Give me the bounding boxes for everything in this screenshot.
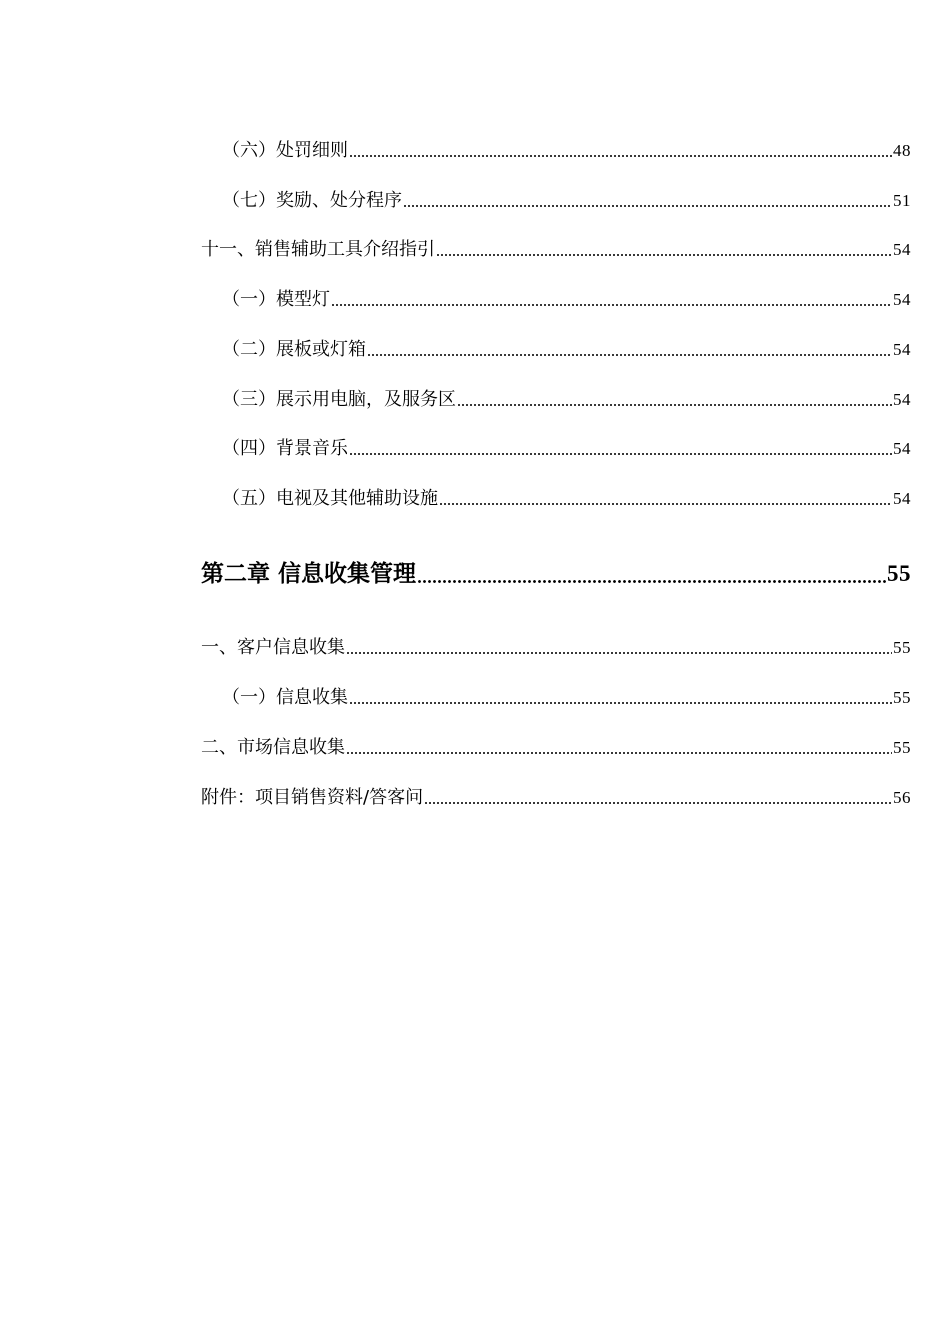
dot-leader	[457, 403, 892, 407]
toc-entry-label: （六）处罚细则	[222, 140, 348, 161]
dot-leader	[346, 751, 892, 755]
toc-entry-page: 55	[893, 688, 911, 707]
toc-entry-label: 附件：项目销售资料/答客问	[201, 787, 424, 808]
dot-leader	[424, 801, 892, 805]
dot-leader	[403, 204, 892, 208]
toc-chapter-info-collection[interactable]	[201, 559, 911, 589]
toc-entry-page: 54	[893, 439, 911, 458]
toc-entry-label: （七）奖励、处分程序	[222, 190, 402, 211]
toc-entry-page: 54	[893, 240, 911, 259]
toc-chapter-label: 第二章 信息收集管理	[201, 561, 417, 587]
toc-entry-tv-facilities[interactable]	[222, 487, 911, 511]
dot-leader	[349, 452, 892, 456]
toc-entry-page: 54	[893, 390, 911, 409]
toc-entry-background-music[interactable]	[222, 437, 911, 461]
toc-entry-page: 54	[893, 489, 911, 508]
dot-leader	[439, 502, 892, 506]
dot-leader	[349, 154, 892, 158]
toc-entry-label: （四）背景音乐	[222, 438, 348, 459]
dot-leader	[367, 353, 892, 357]
toc-entry-page: 56	[893, 788, 911, 807]
toc-entry-display-boards[interactable]	[222, 338, 911, 362]
dot-leader	[331, 303, 892, 307]
toc-entry-appendix[interactable]	[201, 786, 911, 810]
toc-entry-label: （一）模型灯	[222, 289, 330, 310]
toc-entry-info-collection[interactable]	[222, 686, 911, 710]
toc-entry-label: （五）电视及其他辅助设施	[222, 488, 438, 509]
toc-entry-label: 二、市场信息收集	[201, 737, 345, 758]
toc-entry-label: （三）展示用电脑，及服务区	[222, 389, 456, 410]
toc-entry-model-lights[interactable]	[222, 288, 911, 312]
toc-entry-label: 十一、销售辅助工具介绍指引	[201, 239, 435, 260]
toc-entry-sales-tools-guide[interactable]	[201, 238, 911, 262]
toc-entry-customer-info[interactable]	[201, 636, 911, 660]
toc-entry-display-computer[interactable]	[222, 388, 911, 412]
toc-entry-page: 54	[893, 290, 911, 309]
toc-entry-page: 54	[893, 340, 911, 359]
toc-entry-page: 51	[893, 191, 911, 210]
toc-entry-page: 55	[893, 638, 911, 657]
toc-entry-page: 55	[893, 738, 911, 757]
toc-entry-market-info[interactable]	[201, 736, 911, 760]
dot-leader	[346, 651, 892, 655]
dot-leader	[417, 579, 886, 584]
toc-chapter-page: 55	[887, 561, 911, 586]
toc-entry-label: （一）信息收集	[222, 687, 348, 708]
dot-leader	[436, 253, 892, 257]
toc-entry-label: 一、客户信息收集	[201, 637, 345, 658]
toc-entry-reward-procedure[interactable]	[222, 189, 911, 213]
dot-leader	[349, 701, 892, 705]
toc-entry-page: 48	[893, 141, 911, 160]
toc-entry-penalty-rules[interactable]	[222, 139, 911, 163]
toc-entry-label: （二）展板或灯箱	[222, 339, 366, 360]
